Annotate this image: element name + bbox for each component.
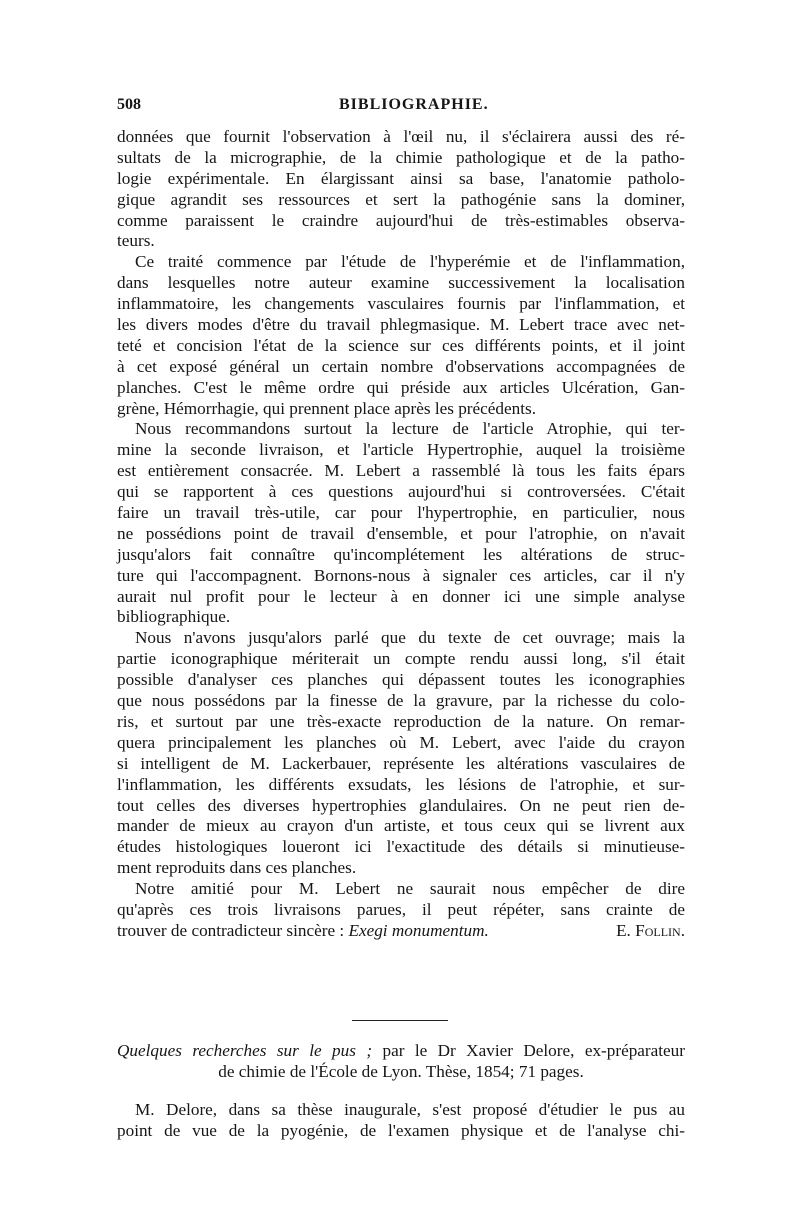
text-line: à cet exposé général un certain nombre d'observations accompagnées de xyxy=(117,356,685,376)
running-title: BIBLIOGRAPHIE. xyxy=(339,96,489,113)
text-line: Nous n'avons jusqu'alors parlé que du texte de cet ouvrage; mais la xyxy=(135,628,685,648)
review-title-line-2: de chimie de l'École de Lyon. Thèse, 1854; 71 pages. xyxy=(218,1061,584,1081)
review-title-line xyxy=(117,1041,685,1062)
closing-text: trouver de contradicteur sincère : xyxy=(117,920,345,940)
text-line: ne possédions point de travail d'ensemble, et pour l'atrophie, on n'avait xyxy=(117,523,685,543)
main-text xyxy=(117,127,685,942)
text-line: quera principalement les planches où M. Lebert, avec l'aide du crayon xyxy=(117,732,685,752)
text-line: sultats de la micrographie, de la chimie pathologique et de la patho- xyxy=(117,147,685,167)
section-divider xyxy=(352,1020,448,1021)
text-line: Nous recommandons surtout la lecture de l'article Atrophie, qui ter- xyxy=(135,419,685,439)
review-section xyxy=(117,1041,685,1142)
text-line: ment reproduits dans ces planches. xyxy=(117,858,357,878)
review-author: par le Dr Xavier Delore, ex-préparateur xyxy=(372,1041,686,1060)
text-line: teté et concision l'état de la science sur ces différents points, et il joint xyxy=(117,335,685,355)
text-line: études histologiques loueront ici l'exactitude des détails si minutieuse- xyxy=(117,837,685,857)
text-line xyxy=(117,921,685,942)
text-line: les divers modes d'être du travail phlegmasique. M. Lebert trace avec net- xyxy=(117,315,685,335)
text-line: si intelligent de M. Lackerbauer, représente les altérations vasculaires de xyxy=(117,753,685,773)
text-line: dans lesquelles notre auteur examine successivement la localisation xyxy=(117,273,685,293)
text-line: jusqu'alors fait connaître qu'incomplétement les altérations de struc- xyxy=(117,544,685,564)
text-line: grène, Hémorrhagie, qui prennent place après les précédents. xyxy=(117,398,536,418)
text-line: données que fournit l'observation à l'œil nu, il s'éclairera aussi des ré- xyxy=(117,127,685,146)
text-line: qui se rapportent à ces questions aujourd'hui si controversées. C'était xyxy=(117,482,685,502)
quotation: Exegi monumentum. xyxy=(348,920,489,940)
text-line: ris, et surtout par une très-exacte reproduction de la nature. On remar- xyxy=(117,711,685,731)
text-line: est entièrement consacrée. M. Lebert a rassemblé là tous les faits épars xyxy=(117,461,685,481)
review-paragraph-line: point de vue de la pyogénie, de l'examen physique et de l'analyse chi- xyxy=(117,1120,685,1140)
text-line: aurait nul profit pour le lecteur à en donner ici une simple analyse xyxy=(117,586,685,606)
text-line: l'inflammation, les différents exsudats, les lésions de l'atrophie, et sur- xyxy=(117,774,685,794)
text-line: Notre amitié pour M. Lebert ne saurait nous empêcher de dire xyxy=(135,879,685,899)
text-line: faire un travail très-utile, car pour l'hypertrophie, en particulier, nous xyxy=(117,503,685,523)
page-number: 508 xyxy=(117,96,141,113)
text-line: comme paraissent le craindre aujourd'hui de très-estimables observa- xyxy=(117,210,685,230)
text-line: planches. C'est le même ordre qui préside aux articles Ulcération, Gan- xyxy=(117,377,685,397)
text-line: mander de mieux au crayon d'un artiste, et tous ceux qui se livrent aux xyxy=(117,816,685,836)
text-line: inflammatoire, les changements vasculaires fournis par l'inflammation, et xyxy=(117,294,685,314)
text-line: qu'après ces trois livraisons parues, il peut répéter, sans crainte de xyxy=(117,899,685,919)
text-line: tout celles des diverses hypertrophies glandulaires. On ne peut rien de- xyxy=(117,795,685,815)
text-line: partie iconographique mériterait un compte rendu aussi long, s'il était xyxy=(117,649,685,669)
text-line: teurs. xyxy=(117,231,155,251)
page-header xyxy=(117,96,685,118)
text-line: ture qui l'accompagnent. Bornons-nous à signaler ces articles, car il n'y xyxy=(117,565,685,585)
review-title: Quelques recherches sur le pus ; xyxy=(117,1041,373,1060)
text-line: mine la seconde livraison, et l'article Hypertrophie, auquel la troisième xyxy=(117,440,685,460)
text-line: bibliographique. xyxy=(117,607,231,627)
review-paragraph-line: M. Delore, dans sa thèse inaugurale, s'est proposé d'étudier le pus au xyxy=(135,1099,685,1119)
text-line: logie expérimentale. En élargissant ainsi sa base, l'anatomie patholo- xyxy=(117,168,685,188)
author-signature: E. Follin. xyxy=(616,920,685,940)
text-line: possible d'analyser ces planches qui dépassent toutes les iconographies xyxy=(117,670,685,690)
text-line: gique agrandit ses ressources et sert la pathogénie sans la dominer, xyxy=(117,189,685,209)
text-line: que nous possédons par la finesse de la gravure, par la richesse du colo- xyxy=(117,691,685,711)
closing-sentence xyxy=(117,921,489,942)
text-line: Ce traité commence par l'étude de l'hyperémie et de l'inflammation, xyxy=(135,252,685,272)
